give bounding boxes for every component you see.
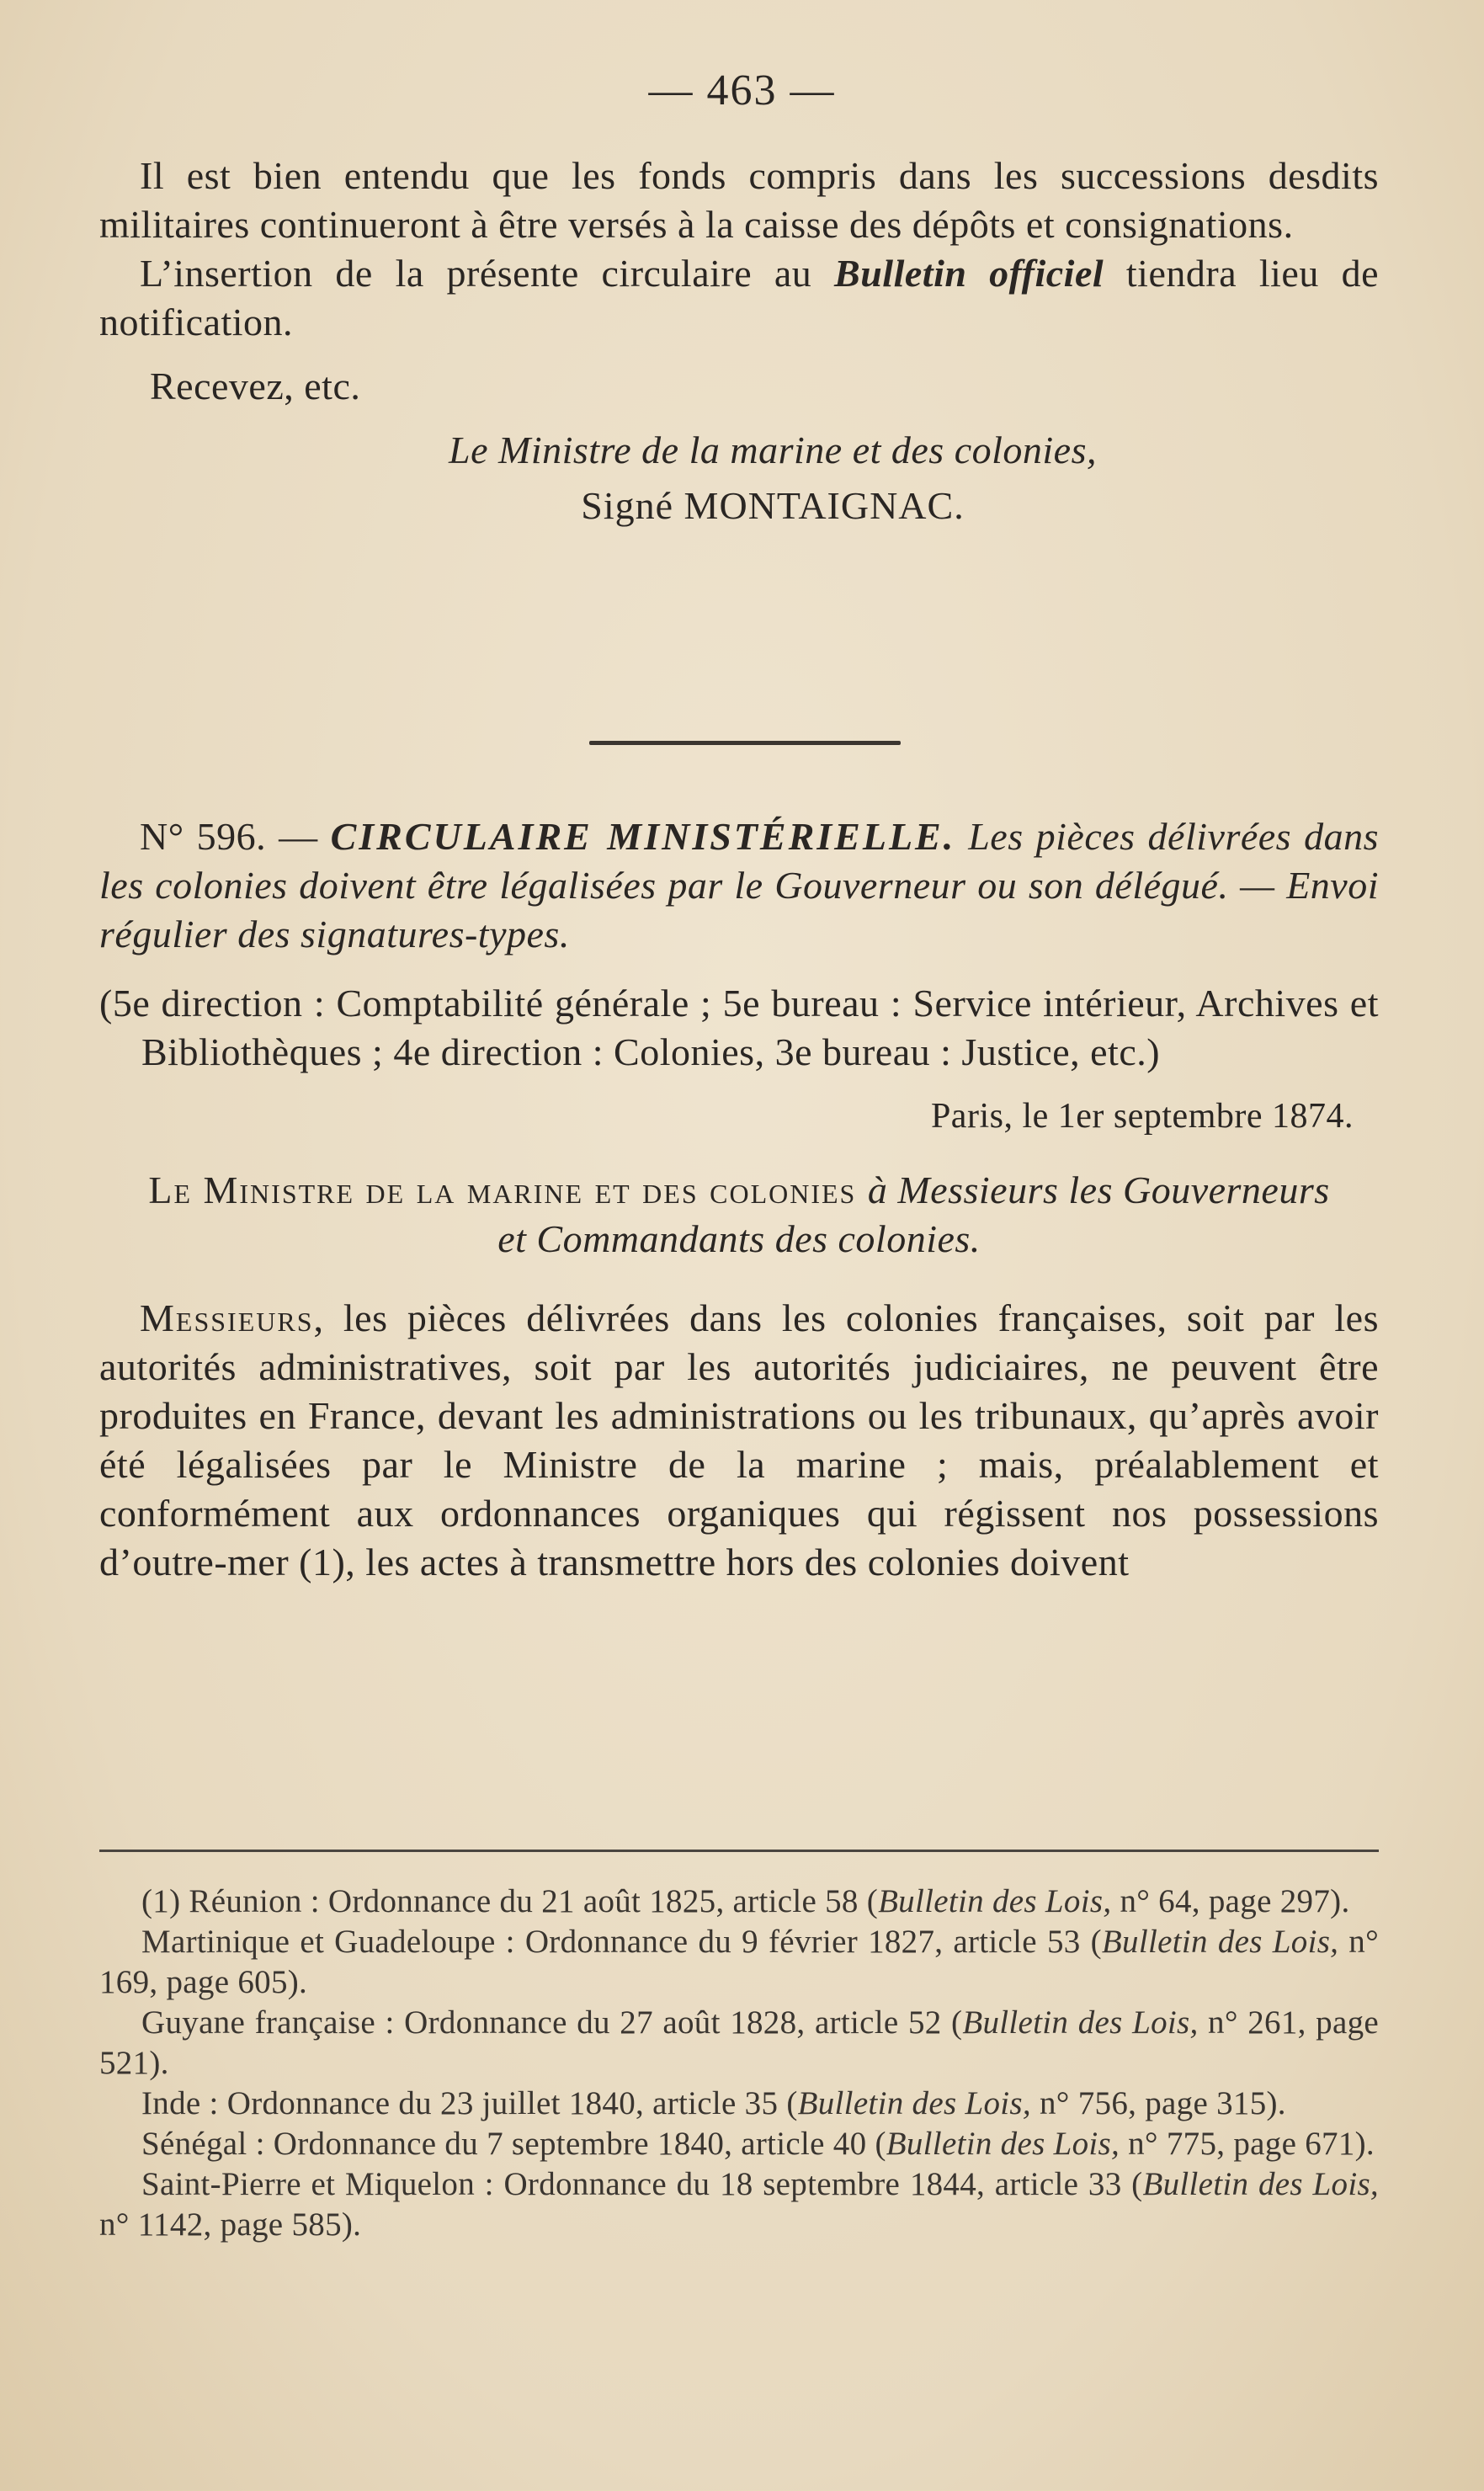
recevez-line: Recevez, etc.: [150, 365, 361, 407]
main-paragraph-text: , les pièces délivrées dans les colonies françaises, soit par les autorités administratives, soit par les autorités judiciaires, ne peuvent être produites en France, devant les administrations ou les tribunaux, qu’après avoir été légalisées par le Ministre de la marine ; mais, préalablement et conformément aux ordonnances organiques qui régissent nos possessions d’outre-mer (1), les actes à transmettre hors des colonies doivent: [99, 1296, 1379, 1583]
circular-number: N° 596. —: [140, 815, 331, 858]
page-number: — 463 —: [648, 67, 836, 114]
main-paragraph: [99, 1294, 1379, 1587]
footnote-tail: n° 1142, page 585).: [99, 2206, 362, 2243]
footnote-item: [99, 2124, 1379, 2164]
footnote-ref: Bulletin des Lois,: [1101, 1924, 1339, 1960]
address-line: [99, 1166, 1379, 1264]
paragraph-funds: Il est bien entendu que les fonds compris dans les successions desdits militaires continueront à être versés à la caisse des dépôts et consignations.: [99, 154, 1379, 246]
footnotes: [99, 1882, 1379, 2245]
footnote-ref: Bulletin des Lois,: [886, 2126, 1120, 2162]
footnote-divider: [99, 1850, 1379, 1852]
directions-note: (5e direction : Comptabilité générale ; 5e bureau : Service intérieur, Archives et Bibliothèques ; 4e direction : Colonies, 3e bureau : Justice, etc.): [99, 982, 1379, 1073]
footnote-ref: Bulletin des Lois,: [878, 1883, 1112, 1919]
footnote-item: [99, 1922, 1379, 2003]
footnote-item: [99, 1882, 1379, 1922]
footnote-text: Guyane française : Ordonnance du 27 août 1828, article 52 (: [141, 2004, 963, 2041]
paragraph-insertion-text: L’insertion de la présente circulaire au: [140, 252, 835, 295]
footnote-item: [99, 2003, 1379, 2084]
footnote-ref: Bulletin des Lois,: [1142, 2166, 1379, 2202]
address-recipients: à Messieurs les Gouverneurs et Commandants des colonies.: [497, 1168, 1330, 1260]
footnote-tail: n° 775, page 671).: [1120, 2126, 1375, 2162]
circular-title: CIRCULAIRE MINISTÉRIELLE.: [330, 815, 956, 858]
bulletin-officiel-ref: Bulletin officiel: [834, 252, 1104, 295]
circular-heading: [99, 812, 1379, 959]
date-line: Paris, le 1er septembre 1874.: [930, 1097, 1354, 1136]
footnote-text: Inde : Ordonnance du 23 juillet 1840, article 35 (: [141, 2085, 798, 2121]
section-divider: [589, 741, 901, 745]
footnote-tail: n° 756, page 315).: [1030, 2085, 1286, 2121]
address-minister: Le Ministre de la marine et des colonies: [148, 1168, 868, 1211]
footnote-text: Saint-Pierre et Miquelon : Ordonnance du 18 septembre 1844, article 33 (: [141, 2166, 1143, 2202]
footnote-text: Sénégal : Ordonnance du 7 septembre 1840, article 40 (: [141, 2126, 886, 2162]
circular-subject: Les pièces délivrées dans les colonies doivent être légalisées par le Gouverneur ou son délégué. — Envoi régulier des signatures-types.: [99, 815, 1379, 955]
circular-section: [99, 812, 1379, 1587]
footnote-item: [99, 2084, 1379, 2124]
paragraph-insertion: [99, 249, 1379, 347]
closing-section: [99, 152, 1379, 530]
footnote-text: (1) Réunion : Ordonnance du 21 août 1825, article 58 (: [141, 1883, 879, 1919]
salutation: Messieurs: [140, 1296, 314, 1339]
signature-name: Signé MONTAIGNAC.: [581, 484, 965, 527]
signature-role: Le Ministre de la marine et des colonies,: [449, 428, 1097, 471]
paragraph-insertion-tail: tiendra lieu de notification.: [99, 252, 1379, 343]
footnote-ref: Bulletin des Lois,: [962, 2004, 1199, 2041]
footnote-text: Martinique et Guadeloupe : Ordonnance du 9 février 1827, article 53 (: [141, 1924, 1102, 1960]
footnote-tail: n° 261, page 521).: [99, 2004, 1379, 2081]
footnote-ref: Bulletin des Lois,: [797, 2085, 1031, 2121]
footnote-tail: n° 64, page 297).: [1111, 1883, 1350, 1919]
footnote-item: [99, 2164, 1379, 2245]
footnote-tail: n° 169, page 605).: [99, 1924, 1380, 2000]
